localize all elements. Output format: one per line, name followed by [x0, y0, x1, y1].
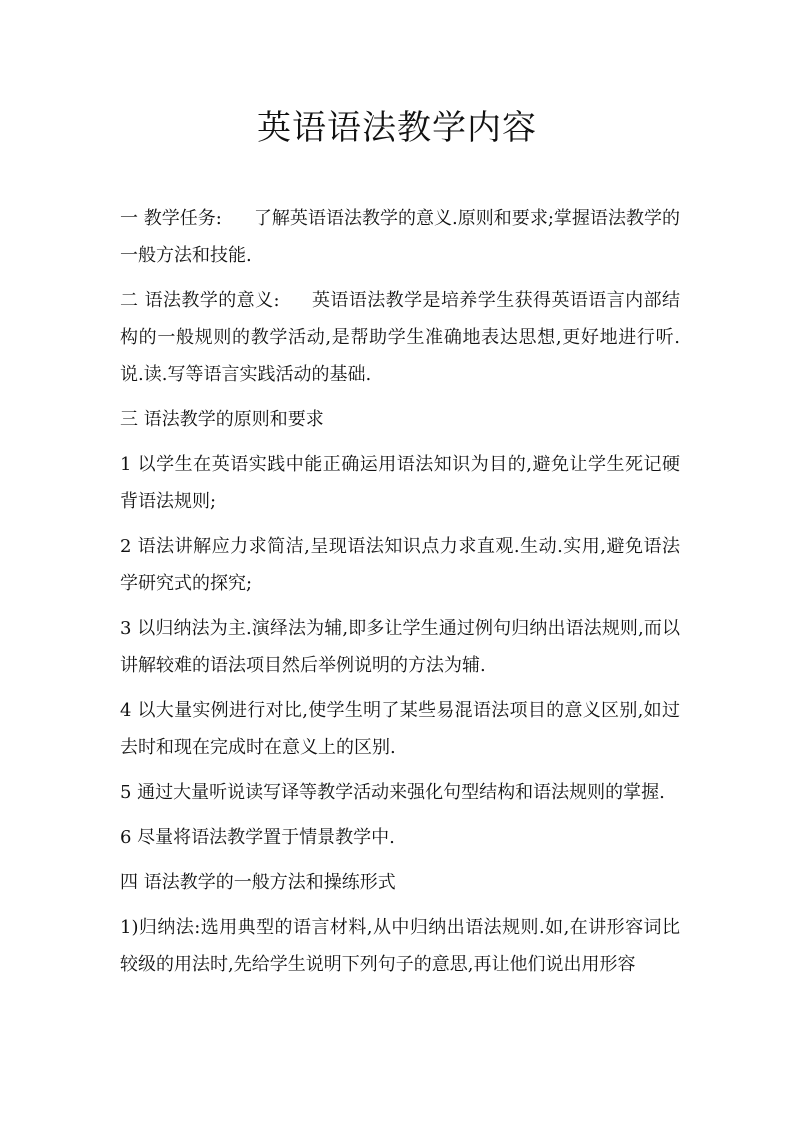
section-4-item-1: 1)归纳法:选用典型的语言材料,从中归纳出语法规则.如,在讲形容词比较级的用法时,先给学生说明下列句子的意思,再让他们说出用形容 — [120, 917, 680, 975]
section-3-item-4: 4 以大量实例进行对比,使学生明了某些易混语法项目的意义区别,如过去时和现在完成时在意义上的区别. — [120, 700, 680, 758]
section-3-item-1: 1 以学生在英语实践中能正确运用语法知识为目的,避免让学生死记硬背语法规则; — [120, 454, 680, 512]
section-2-paragraph — [120, 282, 680, 393]
section-3-item-6: 6 尽量将语法教学置于情景教学中. — [120, 827, 395, 848]
section-3-heading: 三 语法教学的原则和要求 — [120, 409, 324, 430]
section-3-item-5: 5 通过大量听说读写译等教学活动来强化句型结构和语法规则的掌握. — [120, 782, 665, 803]
section-1-paragraph — [120, 200, 680, 274]
section-3-item-2: 2 语法讲解应力求简洁,呈现语法知识点力求直观.生动.实用,避免语法学研究式的探究; — [120, 536, 680, 594]
section-1-text: 了解英语语法教学的意义.原则和要求;掌握语法教学的一般方法和技能. — [120, 208, 680, 266]
section-2-heading: 二 语法教学的意义: — [120, 290, 280, 311]
section-3-item-3: 3 以归纳法为主.演绎法为辅,即多让学生通过例句归纳出语法规则,而以讲解较难的语法项目然后举例说明的方法为辅. — [120, 618, 680, 676]
section-1-heading: 一 教学任务: — [120, 208, 222, 229]
document-body — [120, 200, 680, 991]
section-2-text: 英语语法教学是培养学生获得英语语言内部结构的一般规则的教学活动,是帮助学生准确地表达思想,更好地进行听.说.读.写等语言实践活动的基础. — [120, 290, 680, 385]
section-4-heading: 四 语法教学的一般方法和操练形式 — [120, 872, 396, 893]
document-title: 英语语法教学内容 — [257, 108, 537, 148]
